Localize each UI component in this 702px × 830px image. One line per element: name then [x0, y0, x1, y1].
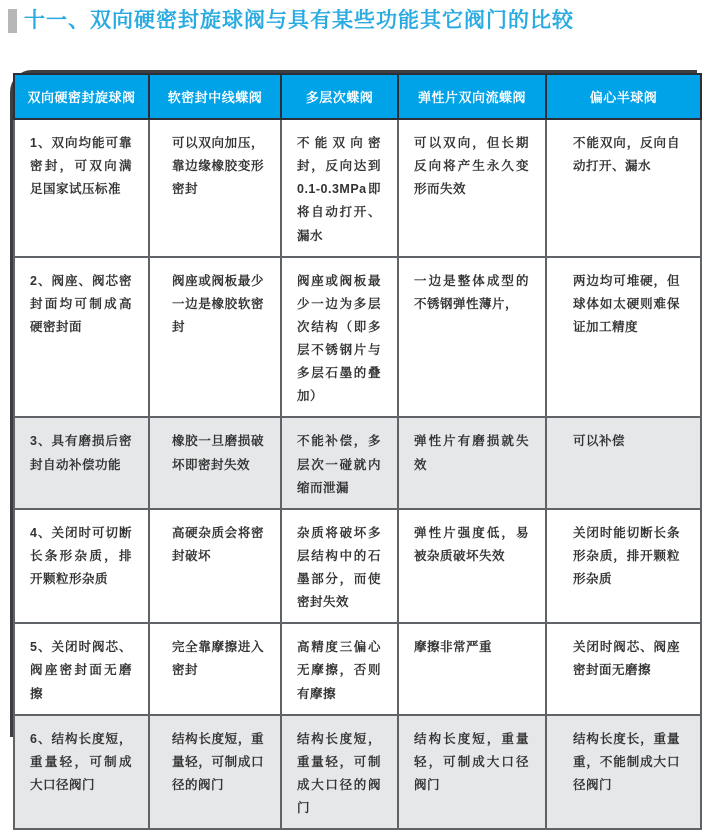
table-cell: 关闭时能切断长条形杂质，排开颗粒形杂质 [546, 509, 701, 624]
table-cell: 结构长度短，重量轻，可制成大口径阀门 [398, 715, 546, 830]
table-cell: 杂质将破坏多层结构中的石墨部分，而使密封失效 [281, 509, 398, 624]
column-header-elastic-butterfly: 弹性片双向流蝶阀 [398, 74, 546, 119]
table-cell: 弹性片有磨损就失效 [398, 417, 546, 508]
table-cell: 不能补偿，多层次一碰就内缩而泄漏 [281, 417, 398, 508]
table-cell: 高硬杂质会将密封破坏 [149, 509, 281, 624]
table-cell: 5、关闭时阀芯、阀座密封面无磨擦 [14, 623, 149, 714]
comparison-table [13, 73, 702, 830]
table-cell: 可以双向，但长期反向将产生永久变形而失效 [398, 119, 546, 257]
comparison-table-container [10, 70, 697, 815]
table-cell: 2、阀座、阀芯密封面均可制成高硬密封面 [14, 257, 149, 418]
table-cell: 结构长度长，重量重，不能制成大口径阀门 [546, 715, 701, 830]
column-header-soft-seal-butterfly: 软密封中线蝶阀 [149, 74, 281, 119]
table-cell: 阀座或阀板最少一边为多层次结构（即多层不锈钢片与多层石墨的叠加） [281, 257, 398, 418]
table-row [14, 417, 701, 508]
column-header-multilayer-butterfly: 多层次蝶阀 [281, 74, 398, 119]
table-cell: 弹性片强度低，易被杂质破坏失效 [398, 509, 546, 624]
table-row [14, 119, 701, 257]
table-cell: 结构长度短，重量轻，可制成大口径的阀门 [281, 715, 398, 830]
header-row [14, 74, 701, 119]
table-cell: 橡胶一旦磨损破坏即密封失效 [149, 417, 281, 508]
table-cell: 一边是整体成型的不锈钢弹性薄片， [398, 257, 546, 418]
table-cell: 完全靠摩擦进入密封 [149, 623, 281, 714]
table-row [14, 623, 701, 714]
table-cell: 4、关闭时可切断长条形杂质，排开颗粒形杂质 [14, 509, 149, 624]
table-cell: 摩擦非常严重 [398, 623, 546, 714]
title-marker [8, 9, 17, 33]
page-title: 十一、双向硬密封旋球阀与具有某些功能其它阀门的比较 [24, 9, 574, 32]
table-cell: 不能双向，反向自动打开、漏水 [546, 119, 701, 257]
table-row [14, 715, 701, 830]
table-row [14, 257, 701, 418]
title-row [8, 8, 574, 33]
table-cell: 可以双向加压，靠边缘橡胶变形密封 [149, 119, 281, 257]
table-cell: 不能双向密封，反向达到0.1-0.3MPa即将自动打开、漏水 [281, 119, 398, 257]
table-cell: 1、双向均能可靠密封，可双向满足国家试压标准 [14, 119, 149, 257]
table-cell: 两边均可堆硬，但球体如太硬则难保证加工精度 [546, 257, 701, 418]
column-header-eccentric-hemisphere: 偏心半球阀 [546, 74, 701, 119]
table-cell: 关闭时阀芯、阀座密封面无磨擦 [546, 623, 701, 714]
table-cell: 阀座或阀板最少一边是橡胶软密封 [149, 257, 281, 418]
table-row [14, 509, 701, 624]
table-cell: 高精度三偏心无摩擦，否则有摩擦 [281, 623, 398, 714]
table-cell: 可以补偿 [546, 417, 701, 508]
column-header-rotary-ball-valve: 双向硬密封旋球阀 [14, 74, 149, 119]
table-cell: 3、具有磨损后密封自动补偿功能 [14, 417, 149, 508]
table-cell: 结构长度短，重量轻，可制成口径的阀门 [149, 715, 281, 830]
table-cell: 6、结构长度短，重量轻，可制成大口径阀门 [14, 715, 149, 830]
